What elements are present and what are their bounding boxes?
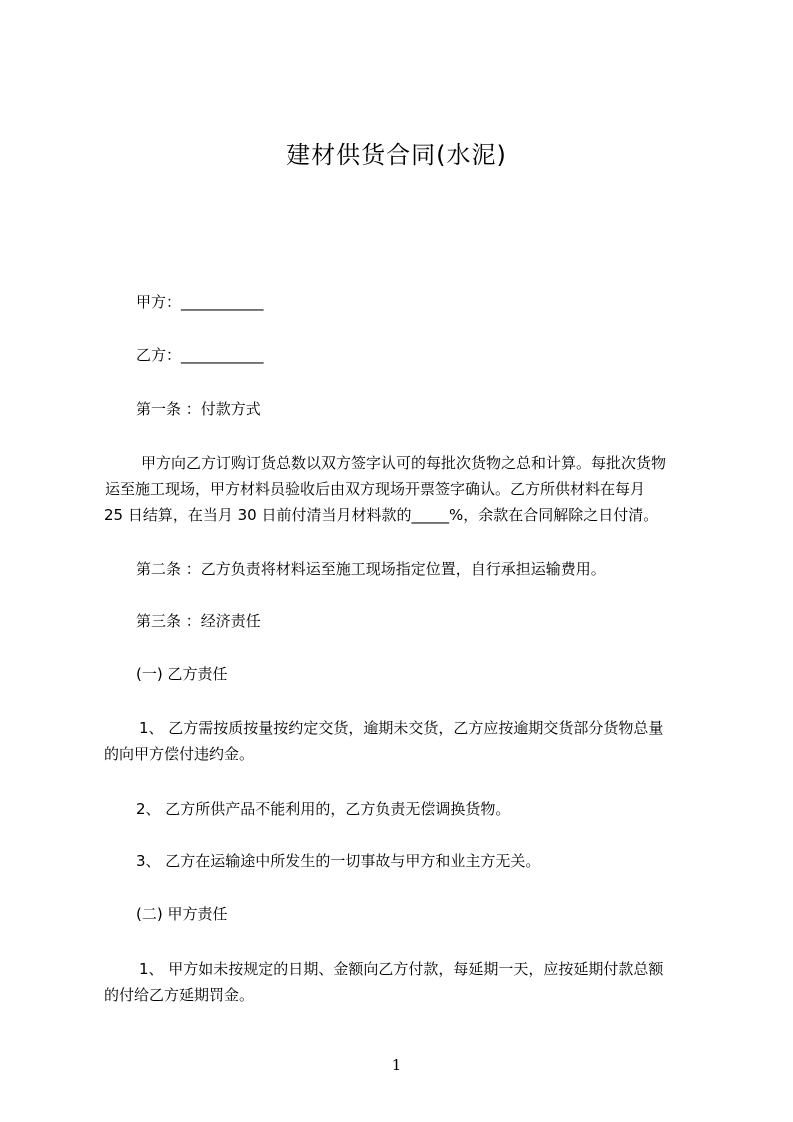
article-1-line: 运至施工现场，甲方材料员验收后由双方现场开票签字确认。乙方所供材料在每月 (105, 480, 646, 498)
party-b-item-1-line: 的向甲方偿付违约金。 (104, 745, 255, 763)
party-a-item-1-line: 的付给乙方延期罚金。 (104, 986, 255, 1004)
party-a-responsibility-heading: (二) 甲方责任 (136, 905, 228, 923)
article-2: 第二条 ：乙方负责将材料运至施工现场指定位置，自行承担运输费用。 (136, 560, 606, 578)
article-1-line: 甲方向乙方订购订货总数以双方签字认可的每批次货物之总和计算。每批次货物 (141, 454, 667, 472)
article-1-line: 25 日结算，在当月 30 日前付清当月材料款的_____%，余款在合同解除之日付清。 (104, 506, 659, 524)
party-b-item-1 (104, 715, 700, 767)
page-number: 1 (391, 1056, 402, 1074)
article-1-body (104, 450, 700, 528)
party-a-item-1-line: 1、 甲方如未按规定的日期、金额向乙方付款，每延期一天，应按延期付款总额 (139, 960, 664, 978)
party-b-item-1-line: 1、 乙方需按质按量按约定交货，逾期未交货，乙方应按逾期交货部分货物总量 (139, 719, 664, 737)
party-b-line: 乙方：___________ (136, 346, 264, 364)
article-1-heading: 第一条 ：付款方式 (136, 400, 261, 418)
party-b-item-3: 3、 乙方在运输途中所发生的一切事故与甲方和业主方无关。 (136, 852, 541, 870)
party-b-responsibility-heading: (一) 乙方责任 (136, 665, 228, 683)
document-title: 建材供货合同(水泥) (286, 141, 507, 169)
party-b-item-2: 2、 乙方所供产品不能利用的，乙方负责无偿调换货物。 (136, 800, 511, 818)
party-a-item-1 (104, 956, 700, 1008)
party-a-line: 甲方：___________ (136, 293, 264, 311)
article-3-heading: 第三条 ：经济责任 (136, 612, 261, 630)
